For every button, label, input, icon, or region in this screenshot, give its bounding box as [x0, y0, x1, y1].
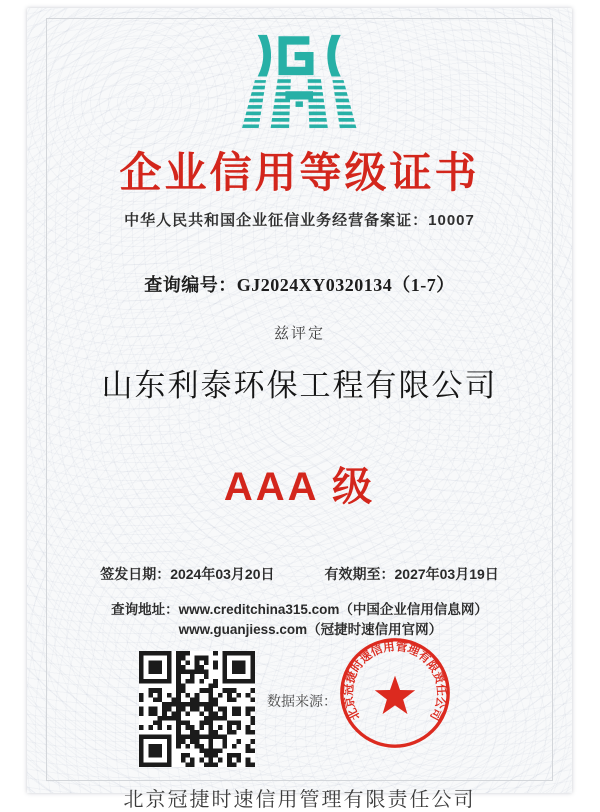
query-number-value: GJ2024XY0320134（1-7）: [236, 275, 455, 296]
qr-code-icon: [139, 651, 255, 767]
credit-rating-value: AAA 级: [223, 465, 376, 510]
seal-ring-text: 北京冠捷时速信用管理有限责任公司: [342, 640, 448, 723]
issue-date-label: 签发日期：: [100, 566, 171, 583]
query-address-block: [27, 600, 572, 639]
dates-row: [27, 564, 572, 584]
query-number-row: [27, 271, 572, 297]
issue-date: [100, 564, 274, 584]
valid-until-value: 2027年03月19日: [394, 566, 499, 583]
certificate-panel: [27, 8, 572, 812]
verification-row: [27, 640, 572, 777]
valid-until: [325, 564, 499, 584]
certificate-title: 企业信用等级证书: [119, 149, 480, 196]
company-name: 山东利泰环保工程有限公司: [101, 368, 498, 404]
data-source-label: 数据来源：: [267, 695, 337, 711]
query-address-urls: [179, 600, 488, 639]
issuer-company-name: 北京冠捷时速信用管理有限责任公司: [123, 789, 476, 812]
company-seal-stamp: [337, 635, 453, 751]
query-number-label: 查询编号：: [144, 275, 237, 296]
query-address-line1: www.creditchina315.com（中国企业信用信息网）: [178, 602, 488, 618]
valid-until-label: 有效期至：: [324, 566, 395, 583]
issue-date-value: 2024年03月20日: [170, 566, 275, 583]
hereby-text: 兹评定: [273, 326, 325, 343]
seal-star-icon: [375, 676, 415, 714]
filing-record-line: 中华人民共和国企业征信业务经营备案证：10007: [124, 212, 475, 230]
guanjie-logo-icon: [27, 34, 572, 130]
query-address-line2: www.guanjiess.com（冠捷时速信用官网）: [178, 621, 443, 637]
query-address-label: 查询地址：: [111, 602, 179, 618]
